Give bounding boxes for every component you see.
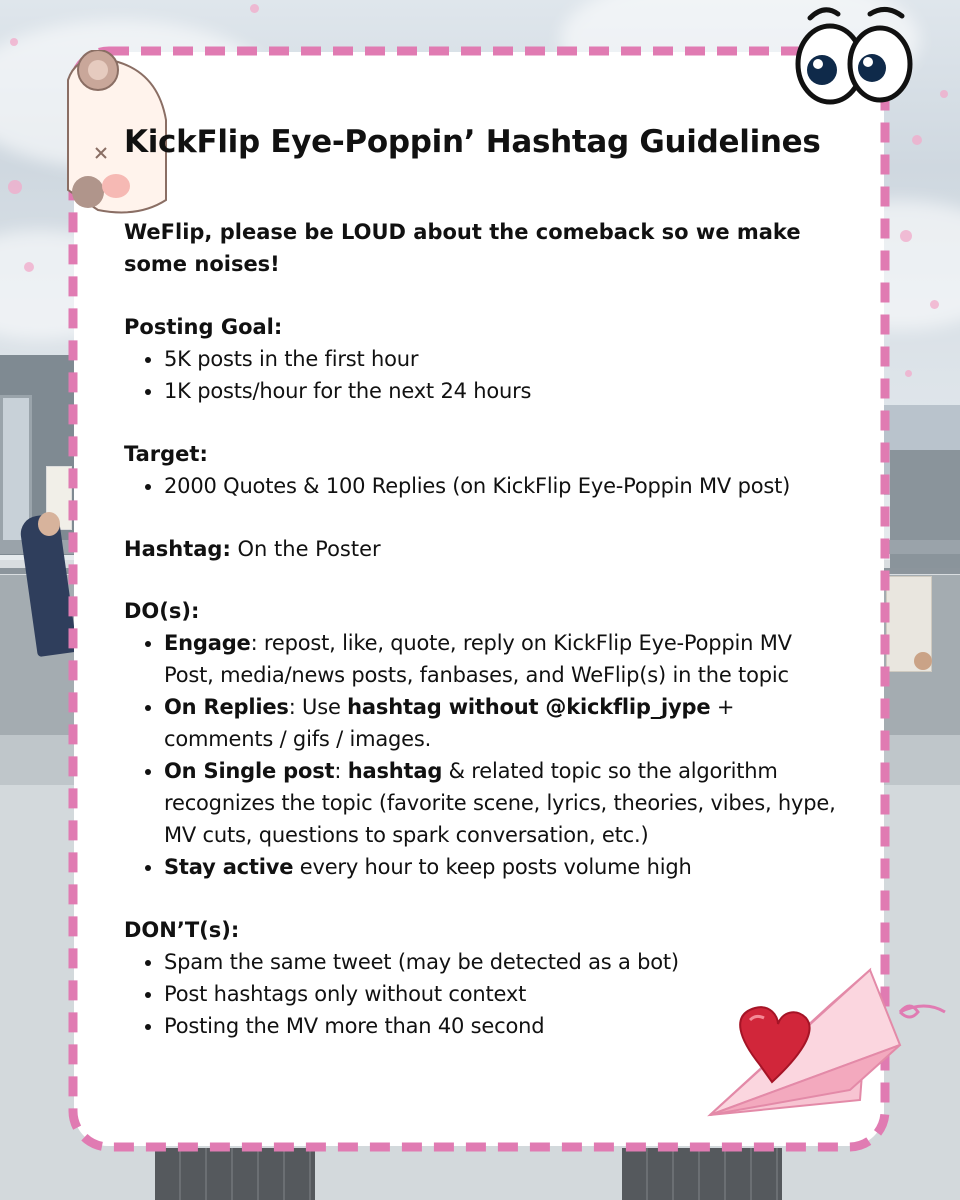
list-item (164, 755, 844, 851)
posting-goal-section (124, 312, 844, 407)
list-item: • Posting the MV more than 40 second (164, 1010, 844, 1042)
do-item-bold: On Replies (164, 695, 289, 719)
posting-goal-list (124, 343, 844, 407)
hashtag-label: Hashtag: (124, 537, 231, 561)
list-item (164, 851, 844, 883)
guidelines-content (124, 122, 844, 1042)
hashtag-value: On the Poster (230, 537, 381, 561)
do-item-text: & related topic so the algorithm recognizes the topic (favorite scene, lyrics, theories, vibes, hype, MV cuts, questions to spark conversation, etc.) (164, 759, 836, 847)
do-item-text: : repost, like, quote, reply on KickFlip Eye-Poppin MV Post, media/news posts, fanbases, and WeFlip(s) in the topic (164, 631, 792, 687)
dos-section (124, 596, 844, 883)
do-item-text: every hour to keep posts volume high (293, 855, 692, 879)
list-item: • 1K posts/hour for the next 24 hours (164, 375, 844, 407)
googly-eyes-icon (790, 0, 920, 110)
intro-text: WeFlip, please be LOUD about the comeback so we make some noises! (124, 220, 801, 276)
list-item (164, 691, 844, 755)
target-list (124, 470, 844, 502)
do-item-bold: On Single post (164, 759, 335, 783)
list-item: • Spam the same tweet (may be detected as a bot) (164, 946, 844, 978)
donts-heading: DON’T(s): (124, 918, 240, 942)
list-item: • 2000 Quotes & 100 Replies (on KickFlip Eye-Poppin MV post) (164, 470, 844, 502)
hashtag-section (124, 534, 844, 564)
do-item-text: + comments / gifs / images. (164, 695, 735, 751)
do-item-bold: hashtag without @kickflip_jype (347, 695, 711, 719)
do-item-bold: Stay active (164, 855, 294, 879)
target-section (124, 439, 844, 502)
do-item-text: : (334, 759, 348, 783)
list-item: • 5K posts in the first hour (164, 343, 844, 375)
dos-list (124, 627, 844, 883)
posting-goal-heading: Posting Goal: (124, 315, 283, 339)
do-item-bold: hashtag (347, 759, 443, 783)
do-item-bold: Engage (164, 631, 251, 655)
do-item-text: : Use (288, 695, 348, 719)
list-item (164, 627, 844, 691)
target-heading: Target: (124, 442, 208, 466)
donts-section (124, 915, 844, 1042)
list-item: • Post hashtags only without context (164, 978, 844, 1010)
page-title: KickFlip Eye-Poppin’ Hashtag Guidelines (124, 124, 821, 160)
donts-list (124, 946, 844, 1042)
dos-heading: DO(s): (124, 599, 200, 623)
